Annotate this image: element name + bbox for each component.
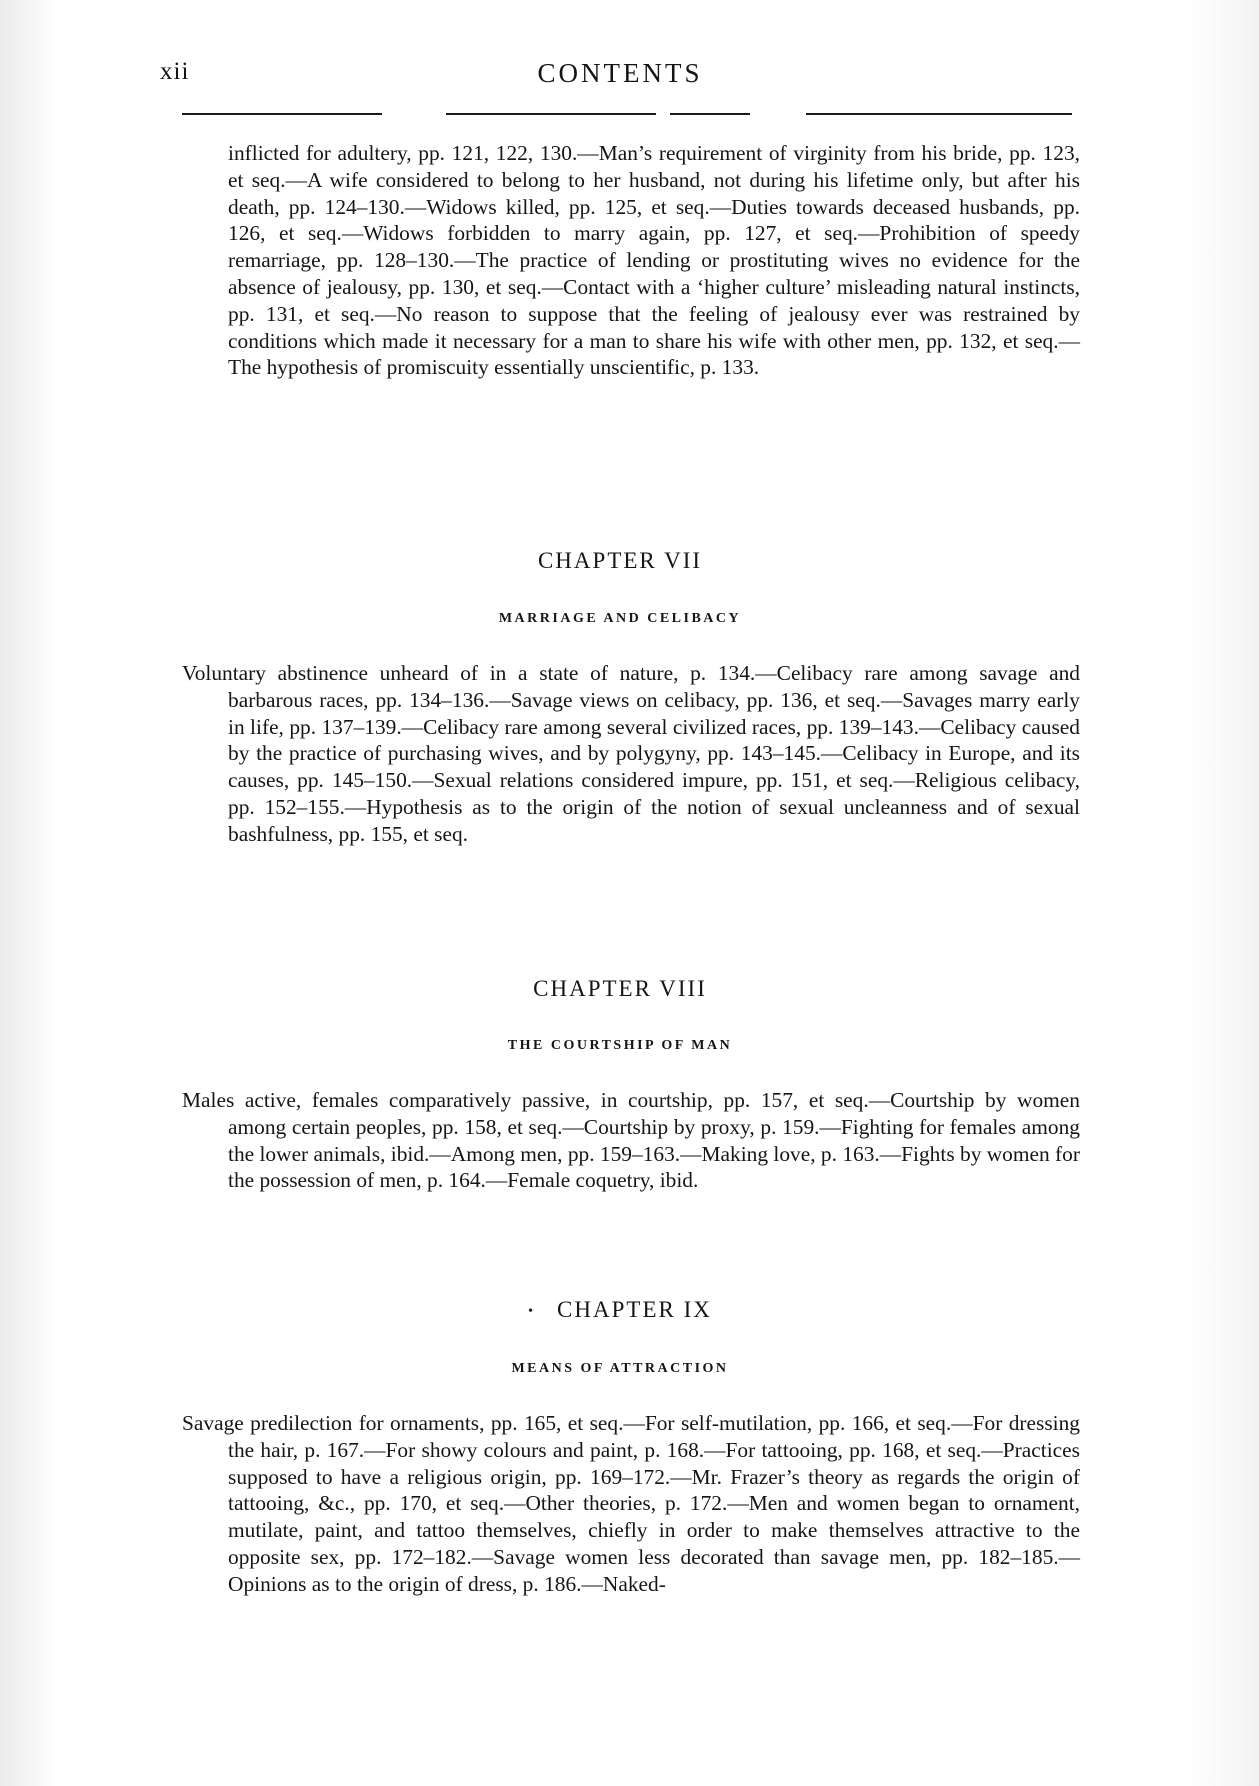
header-rule-segment <box>806 113 1072 115</box>
chapter-subtitle-vii: MARRIAGE AND CELIBACY <box>498 611 742 626</box>
chapter-title-ix: CHAPTER IX <box>557 1297 712 1322</box>
running-header <box>160 58 1080 98</box>
chapter-subtitle-viii: THE COURTSHIP OF MAN <box>507 1038 733 1053</box>
chapter-subtitle-ix: MEANS OF ATTRACTION <box>511 1361 729 1376</box>
chapter-title-vii: CHAPTER VII <box>537 548 703 573</box>
chapter-summary-viii: Males active, females comparatively passive, in courtship, pp. 157, et seq.—Courtship by women among certain peoples, pp. 158, et seq.—Courtship by proxy, p. 159.—Fighting for females among the lower animals, ibid.—Among men, pp. 159–163.—Making love, p. 163.—Fights by women for the possession of men, p. 164.—Female coquetry, ibid. <box>182 1088 1080 1193</box>
header-rule-segment <box>670 113 750 115</box>
header-rule-segment <box>182 113 382 115</box>
chapter-title-viii: CHAPTER VIII <box>533 976 707 1001</box>
page-number: xii <box>160 58 190 85</box>
chapter-summary-ix: Savage predilection for ornaments, pp. 165, et seq.—For self-mutilation, pp. 166, et seq.—For dressing the hair, p. 167.—For showy colours and paint, p. 168.—For tattooing, pp. 168, et seq.—Practices supposed to have a religious origin, pp. 169–172.—Mr. Frazer’s theory as regards the origin of tattooing, &c., pp. 170, et seq.—Other theories, p. 172.—Men and women began to ornament, mutilate, paint, and tattoo themselves, chiefly in order to make themselves attractive to the opposite sex, pp. 172–182.—Savage women less decorated than savage men, pp. 182–185.—Opinions as to the origin of dress, p. 186.—Naked- <box>182 1411 1080 1596</box>
chapter-summary-vii: Voluntary abstinence unheard of in a state of nature, p. 134.—Celibacy rare among savage and barbarous races, pp. 134–136.—Savage views on celibacy, pp. 136, et seq.—Savages marry early in life, pp. 137–139.—Celibacy rare among several civilized races, pp. 139–143.—Celibacy caused by the practice of purchasing wives, and by polygyny, pp. 143–145.—Celibacy in Europe, and its causes, pp. 145–150.—Sexual relations considered impure, pp. 151, et seq.—Religious celibacy, pp. 152–155.—Hypothesis as to the origin of the notion of sexual uncleanness and of sexual bashfulness, pp. 155, et seq. <box>182 661 1080 846</box>
page-edge-shadow-right <box>1189 0 1259 1786</box>
continuation-paragraph: inflicted for adultery, pp. 121, 122, 130.—Man’s requirement of virginity from his bride, pp. 123, et seq.—A wife considered to belong to her husband, not during his lifetime only, but after his death, pp. 124–130.—Widows killed, pp. 125, et seq.—Duties towards deceased husbands, pp. 126, et seq.—Widows forbidden to marry again, pp. 127, et seq.—Prohibition of speedy remarriage, pp. 128–130.—The practice of lending or prostituting wives no evidence for the absence of jealousy, pp. 130, et seq.—Contact with a ‘higher culture’ misleading natural instincts, pp. 131, et seq.—No reason to suppose that the feeling of jealousy ever was restrained by conditions which made it necessary for a man to share his wife with other men, pp. 132, et seq.—The hypothesis of promiscuity essentially unscientific, p. 133. <box>228 141 1080 380</box>
bullet-mark: • <box>528 1303 536 1319</box>
header-rule-segment <box>446 113 656 115</box>
running-title: CONTENTS <box>537 58 703 88</box>
page-edge-shadow-left <box>0 0 60 1786</box>
chapter-heading-ix <box>160 1297 1080 1323</box>
